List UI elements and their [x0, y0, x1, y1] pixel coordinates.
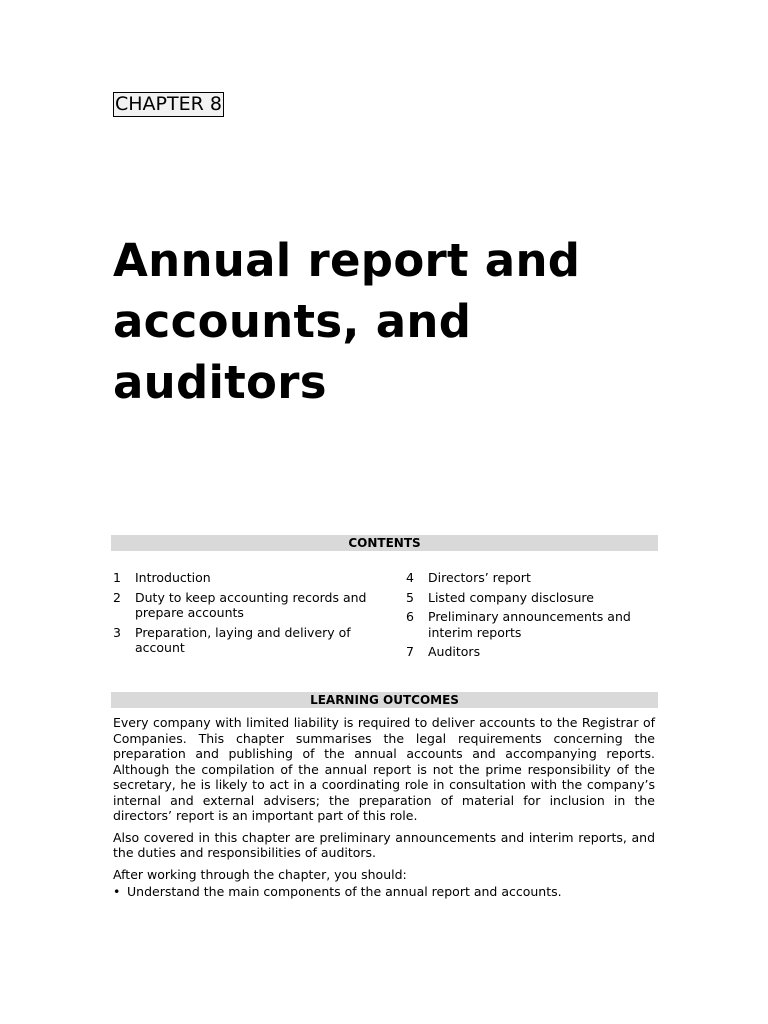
contents-item — [406, 570, 666, 586]
contents-item — [113, 625, 373, 656]
contents-item — [406, 609, 666, 640]
contents-heading: CONTENTS — [111, 535, 658, 551]
body-paragraph: Every company with limited liability is required to deliver accounts to the Registrar of Companies. This chapter summarises the legal requirements concerning the preparation and publishing of the annual accounts and accompanying reports. Although the compilation of the annual report is not the prime responsibility of the secretary, he is likely to act in a coordinating role in consultation with the company’s internal and external advisers; the preparation of material for inclusion in the directors’ report is an important part of this role. — [113, 715, 655, 823]
contents-item-label: Directors’ report — [428, 570, 531, 585]
contents-item-label: Introduction — [135, 570, 211, 585]
contents-item-label: Duty to keep accounting records and prepare accounts — [135, 589, 367, 620]
contents-list-right — [406, 570, 666, 664]
lead-in-text: After working through the chapter, you should: — [113, 866, 407, 882]
title-line: Annual report and — [113, 234, 581, 287]
chapter-label: CHAPTER 8 — [115, 93, 222, 115]
bullet-icon: • — [113, 884, 121, 899]
bullet-text: Understand the main components of the annual report and accounts. — [127, 884, 562, 899]
contents-item-label: Auditors — [428, 644, 481, 659]
contents-item-label: Listed company disclosure — [428, 589, 594, 605]
bullet-item — [113, 884, 655, 900]
contents-item-number: 1 — [113, 570, 121, 585]
contents-item-label: Preliminary announcements and interim reports — [428, 609, 631, 640]
contents-item-number: 5 — [406, 589, 414, 605]
title-line: auditors — [113, 356, 327, 409]
contents-item-number: 7 — [406, 644, 414, 659]
contents-item-number: 2 — [113, 589, 121, 605]
contents-item-number: 4 — [406, 570, 414, 585]
learning-outcomes-body — [113, 715, 655, 900]
contents-list-left — [113, 570, 373, 660]
contents-item — [113, 590, 373, 621]
title-line: accounts, and — [113, 295, 472, 348]
contents-item — [406, 590, 666, 606]
contents-item-number: 3 — [113, 624, 121, 640]
contents-item-number: 6 — [406, 609, 414, 624]
contents-item-label: Preparation, laying and delivery of account — [135, 624, 351, 655]
contents-item — [113, 570, 373, 586]
body-paragraph: Also covered in this chapter are preliminary announcements and interim reports, and the duties and responsibilities of auditors. — [113, 829, 655, 860]
page-title — [113, 230, 673, 413]
contents-item — [406, 644, 666, 660]
learning-outcomes-heading: LEARNING OUTCOMES — [111, 692, 658, 708]
